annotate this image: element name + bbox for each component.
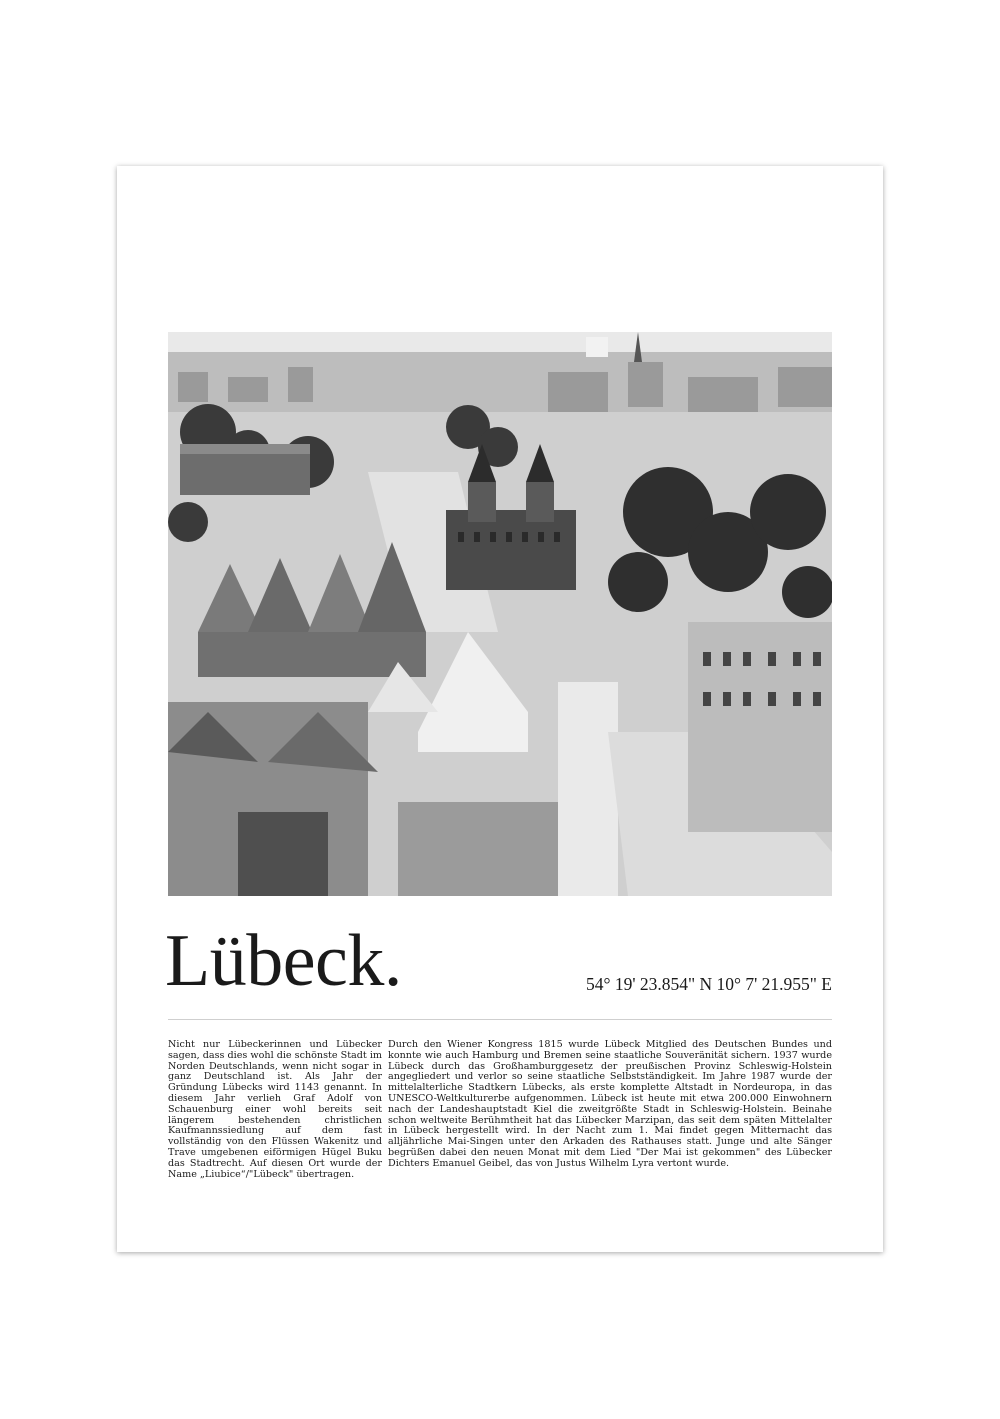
description-left: Nicht nur Lübeckerinnen und Lübecker sagen, dass dies wohl die schönste Stadt im Norden Deutschlands, wenn nicht sogar in ganz Deutschland ist. Als Jahr der Gründung Lübecks wird 1143 genannt. In diesem Jahr verlieh Graf Adolf von Schauenburg einer wohl bereits seit längerem bestehenden christlichen Kaufmannssiedlung auf dem fast vollständig von den Flüssen Wakenitz und Trave umgebenen eiförmigen Hügel Buku das Stadtrecht. Auf diesen Ort wurde der Name „Liubice“/"Lübeck" übertragen.: [168, 1039, 382, 1180]
coordinates: 54° 19' 23.854" N 10° 7' 21.955" E: [585, 974, 832, 994]
poster: [117, 166, 883, 1252]
description-right: Durch den Wiener Kongress 1815 wurde Lübeck Mitglied des Deutschen Bundes und konnte wie auch Hamburg und Bremen seine staatliche Souveränität sichern. 1937 wurde Lübeck durch das Großhamburggesetz der preußischen Provinz Schleswig-Holstein angegliedert und verlor so seine staatliche Selbstständigkeit. Im Jahre 1987 wurde der mittelalterliche Stadtkern Lübecks, als erste komplette Altstadt in Nordeuropa, in das UNESCO-Weltkulturerbe aufgenommen. Lübeck ist heute mit etwa 200.000 Einwohnern nach der Landeshauptstadt Kiel die zweitgrößte Stadt in Schleswig-Holstein. Beinahe schon weltweite Berühmtheit hat das Lübecker Marzipan, das seit dem späten Mittelalter in Lübeck hergestellt wird. In der Nacht zum 1. Mai findet gegen Mitternacht das alljährliche Mai-Singen unter den Arkaden des Rathauses statt. Junge und alte Sänger begrüßen dabei den neuen Monat mit dem Lied "Der Mai ist gekommen" des Lübecker Dichters Emanuel Geibel, das von Justus Wilhelm Lyra vertont wurde.: [388, 1039, 832, 1169]
city-photo: [168, 332, 832, 896]
divider: [168, 1019, 832, 1020]
city-aerial-illustration: [168, 332, 832, 896]
city-title: Lübeck.: [165, 920, 402, 1002]
